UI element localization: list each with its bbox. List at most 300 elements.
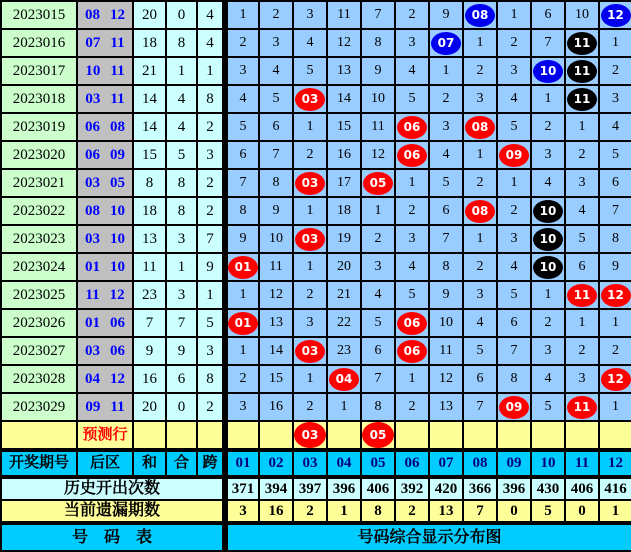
- miss-count-cell: 2: [497, 29, 531, 57]
- miss-count-cell: 3: [293, 309, 327, 337]
- miss-count-cell: 1: [395, 169, 429, 197]
- miss-count-cell: 1: [463, 29, 497, 57]
- number-ball-red: 01: [228, 256, 258, 279]
- column-header-11: 11: [565, 450, 599, 477]
- back-zone-number: 07: [85, 34, 101, 51]
- miss-count-cell: 3: [497, 225, 531, 253]
- back-zone-number: 08: [85, 6, 100, 23]
- draw-row-2023018: [1, 85, 631, 113]
- history-count-value: 397: [293, 477, 327, 500]
- column-header-01: 01: [225, 450, 259, 477]
- number-ball-blue: 07: [431, 32, 461, 55]
- miss-count-cell: 22: [327, 309, 361, 337]
- drawn-number-cell: [293, 85, 327, 113]
- span-cell: 8: [197, 365, 225, 393]
- miss-count-cell: [429, 421, 463, 450]
- back-zone-number: 12: [110, 370, 125, 387]
- number-ball-black: 11: [567, 60, 597, 83]
- back-zone-cell: [77, 29, 133, 57]
- number-ball-red: 08: [465, 116, 495, 139]
- number-ball-red: 09: [499, 144, 529, 167]
- miss-count-cell: [259, 421, 293, 450]
- miss-count-cell: 3: [463, 281, 497, 309]
- number-ball-red: 12: [601, 284, 631, 307]
- drawn-number-cell: [565, 57, 599, 85]
- drawn-number-cell: [395, 337, 429, 365]
- drawn-number-cell: [293, 225, 327, 253]
- miss-count-cell: 9: [429, 281, 463, 309]
- miss-count-cell: 9: [599, 253, 631, 281]
- miss-count-cell: 13: [327, 57, 361, 85]
- history-count-value: 396: [327, 477, 361, 500]
- missing-count-value: 5: [531, 500, 565, 523]
- miss-count-cell: 13: [429, 393, 463, 421]
- miss-count-cell: 5: [395, 281, 429, 309]
- back-zone-number: 11: [110, 398, 125, 415]
- number-ball-red: 03: [295, 172, 325, 195]
- miss-count-cell: 6: [565, 253, 599, 281]
- miss-count-cell: 23: [327, 337, 361, 365]
- miss-count-cell: 12: [429, 365, 463, 393]
- miss-count-cell: 1: [293, 113, 327, 141]
- drawn-number-cell: [565, 393, 599, 421]
- miss-count-cell: 5: [361, 309, 395, 337]
- drawn-number-cell: [293, 169, 327, 197]
- number-ball-red: 03: [295, 340, 325, 363]
- sum-cell: 11: [133, 253, 166, 281]
- miss-count-cell: 7: [599, 197, 631, 225]
- miss-count-cell: 2: [225, 365, 259, 393]
- miss-count-cell: 7: [497, 337, 531, 365]
- drawn-number-cell: [565, 29, 599, 57]
- miss-count-cell: 16: [327, 141, 361, 169]
- miss-count-cell: 2: [361, 225, 395, 253]
- span-cell: 3: [197, 337, 225, 365]
- number-ball-red: 09: [499, 396, 529, 419]
- history-count-value: 406: [361, 477, 395, 500]
- draw-row-2023017: [1, 57, 631, 85]
- miss-count-cell: 5: [463, 337, 497, 365]
- prediction-sum-cell: [133, 421, 166, 450]
- back-zone-number: 10: [110, 230, 125, 247]
- miss-count-cell: 1: [293, 365, 327, 393]
- miss-count-cell: 2: [531, 113, 565, 141]
- sum-cell: 20: [133, 393, 166, 421]
- he-cell: 0: [166, 1, 197, 29]
- miss-count-cell: 18: [327, 197, 361, 225]
- miss-count-cell: 7: [361, 365, 395, 393]
- column-header-04: 04: [327, 450, 361, 477]
- back-zone-number: 10: [110, 258, 125, 275]
- draw-row-2023019: [1, 113, 631, 141]
- sum-cell: 14: [133, 113, 166, 141]
- bottom-section: [1, 421, 631, 551]
- miss-count-cell: 19: [327, 225, 361, 253]
- he-cell: 5: [166, 141, 197, 169]
- history-count-value: 394: [259, 477, 293, 500]
- miss-count-cell: 4: [531, 365, 565, 393]
- miss-count-cell: 5: [531, 393, 565, 421]
- column-header-06: 06: [395, 450, 429, 477]
- sum-cell: 8: [133, 169, 166, 197]
- header-backzone-label: 后区: [77, 450, 133, 477]
- back-zone-number: 04: [85, 370, 100, 387]
- draw-row-2023022: [1, 197, 631, 225]
- number-ball-black: 10: [533, 256, 563, 279]
- number-ball-blue: 10: [533, 60, 563, 83]
- miss-count-cell: 4: [225, 85, 259, 113]
- miss-count-cell: 1: [565, 113, 599, 141]
- miss-count-cell: 11: [429, 337, 463, 365]
- drawn-number-cell: [565, 281, 599, 309]
- drawn-number-cell: [497, 393, 531, 421]
- missing-count-row: [1, 500, 631, 523]
- miss-count-cell: 1: [361, 197, 395, 225]
- period-cell: 2023025: [1, 281, 77, 309]
- miss-count-cell: 1: [497, 1, 531, 29]
- history-count-row: [1, 477, 631, 500]
- miss-count-cell: 8: [361, 29, 395, 57]
- miss-count-cell: 1: [599, 29, 631, 57]
- miss-count-cell: 6: [225, 141, 259, 169]
- span-cell: 1: [197, 57, 225, 85]
- miss-count-cell: 6: [497, 309, 531, 337]
- missing-count-value: 7: [463, 500, 497, 523]
- miss-count-cell: 8: [259, 169, 293, 197]
- span-cell: 4: [197, 1, 225, 29]
- sum-cell: 18: [133, 29, 166, 57]
- drawn-number-cell: [599, 365, 631, 393]
- miss-count-cell: 7: [361, 1, 395, 29]
- miss-count-cell: 2: [463, 253, 497, 281]
- miss-count-cell: 7: [463, 393, 497, 421]
- miss-count-cell: 1: [327, 393, 361, 421]
- draw-row-2023016: [1, 29, 631, 57]
- back-zone-number: 10: [85, 62, 101, 79]
- back-zone-number: 09: [85, 398, 101, 415]
- number-ball-blue: 08: [465, 4, 495, 27]
- miss-count-cell: 6: [531, 1, 565, 29]
- back-zone-cell: [77, 281, 133, 309]
- span-cell: 5: [197, 309, 225, 337]
- missing-count-value: 3: [225, 500, 259, 523]
- back-zone-number: 06: [85, 118, 100, 135]
- missing-count-value: 0: [565, 500, 599, 523]
- miss-count-cell: 2: [395, 197, 429, 225]
- drawn-number-cell: [531, 57, 565, 85]
- missing-count-value: 2: [293, 500, 327, 523]
- miss-count-cell: 9: [429, 1, 463, 29]
- drawn-number-cell: [599, 1, 631, 29]
- miss-count-cell: 17: [327, 169, 361, 197]
- miss-count-cell: 21: [327, 281, 361, 309]
- miss-count-cell: 3: [429, 113, 463, 141]
- column-header-12: 12: [599, 450, 631, 477]
- miss-count-cell: 2: [429, 85, 463, 113]
- header-he-label: 合: [166, 450, 197, 477]
- sum-cell: 7: [133, 309, 166, 337]
- miss-count-cell: 6: [429, 197, 463, 225]
- miss-count-cell: 7: [531, 29, 565, 57]
- back-zone-number: 03: [85, 90, 101, 107]
- period-cell: 2023022: [1, 197, 77, 225]
- miss-count-cell: 2: [463, 169, 497, 197]
- back-zone-cell: [77, 141, 133, 169]
- number-ball-black: 11: [567, 32, 597, 55]
- back-zone-cell: [77, 393, 133, 421]
- span-cell: 2: [197, 169, 225, 197]
- draw-rows-body: [1, 1, 631, 421]
- miss-count-cell: 16: [259, 393, 293, 421]
- footer-left-label: 号 码 表: [1, 523, 225, 551]
- miss-count-cell: 3: [531, 141, 565, 169]
- period-cell: 2023016: [1, 29, 77, 57]
- draw-row-2023021: [1, 169, 631, 197]
- miss-count-cell: 8: [599, 225, 631, 253]
- back-zone-number: 01: [85, 314, 100, 331]
- number-ball-black: 10: [533, 200, 563, 223]
- miss-count-cell: [327, 421, 361, 450]
- miss-count-cell: 5: [259, 85, 293, 113]
- period-cell: 2023018: [1, 85, 77, 113]
- span-cell: 2: [197, 113, 225, 141]
- miss-count-cell: 4: [463, 309, 497, 337]
- drawn-number-cell: [531, 225, 565, 253]
- miss-count-cell: 10: [429, 309, 463, 337]
- miss-count-cell: 4: [531, 169, 565, 197]
- miss-count-cell: 6: [259, 113, 293, 141]
- draw-row-2023024: [1, 253, 631, 281]
- draw-row-2023029: [1, 393, 631, 421]
- miss-count-cell: [497, 421, 531, 450]
- back-zone-number: 06: [110, 314, 125, 331]
- miss-count-cell: 3: [259, 29, 293, 57]
- span-cell: 1: [197, 281, 225, 309]
- miss-count-cell: 2: [293, 393, 327, 421]
- back-zone-number: 09: [110, 146, 125, 163]
- miss-count-cell: 10: [259, 225, 293, 253]
- period-cell: 2023029: [1, 393, 77, 421]
- miss-count-cell: 4: [497, 253, 531, 281]
- drawn-number-cell: [531, 197, 565, 225]
- back-zone-number: 11: [85, 286, 100, 303]
- column-header-10: 10: [531, 450, 565, 477]
- number-ball-black: 11: [567, 88, 597, 111]
- back-zone-number: 05: [110, 174, 125, 191]
- back-zone-number: 11: [110, 62, 125, 79]
- period-cell: 2023017: [1, 57, 77, 85]
- drawn-number-cell: [531, 253, 565, 281]
- prediction-period-cell: [1, 421, 77, 450]
- he-cell: 8: [166, 29, 197, 57]
- drawn-number-cell: [463, 1, 497, 29]
- column-header-02: 02: [259, 450, 293, 477]
- period-cell: 2023020: [1, 141, 77, 169]
- miss-count-cell: 8: [429, 253, 463, 281]
- period-cell: 2023026: [1, 309, 77, 337]
- missing-count-value: 16: [259, 500, 293, 523]
- back-zone-cell: [77, 365, 133, 393]
- back-zone-cell: [77, 197, 133, 225]
- number-ball-black: 10: [533, 228, 563, 251]
- column-header-03: 03: [293, 450, 327, 477]
- number-ball-red: 03: [295, 228, 325, 251]
- miss-count-cell: 5: [565, 225, 599, 253]
- period-cell: 2023019: [1, 113, 77, 141]
- drawn-number-cell: [327, 365, 361, 393]
- column-header-05: 05: [361, 450, 395, 477]
- period-cell: 2023027: [1, 337, 77, 365]
- history-count-value: 406: [565, 477, 599, 500]
- back-zone-number: 01: [85, 258, 100, 275]
- back-zone-cell: [77, 57, 133, 85]
- miss-count-cell: 5: [599, 141, 631, 169]
- miss-count-cell: 1: [599, 309, 631, 337]
- miss-count-cell: 15: [259, 365, 293, 393]
- miss-count-cell: 5: [429, 169, 463, 197]
- number-ball-blue: 12: [601, 4, 631, 27]
- history-count-label: 历史开出次数: [1, 477, 225, 500]
- history-count-value: 430: [531, 477, 565, 500]
- missing-count-value: 1: [599, 500, 631, 523]
- column-header-08: 08: [463, 450, 497, 477]
- prediction-he-cell: [166, 421, 197, 450]
- miss-count-cell: 1: [225, 337, 259, 365]
- miss-count-cell: 2: [395, 393, 429, 421]
- miss-count-cell: 5: [293, 57, 327, 85]
- header-span-label: 跨: [197, 450, 225, 477]
- history-count-value: 366: [463, 477, 497, 500]
- period-cell: 2023023: [1, 225, 77, 253]
- prediction-label: 预测行: [77, 421, 133, 450]
- miss-count-cell: 4: [497, 85, 531, 113]
- miss-count-cell: 4: [293, 29, 327, 57]
- miss-count-cell: 3: [225, 393, 259, 421]
- miss-count-cell: 1: [225, 1, 259, 29]
- miss-count-cell: 7: [429, 225, 463, 253]
- history-count-value: 392: [395, 477, 429, 500]
- missing-count-value: 8: [361, 500, 395, 523]
- sum-cell: 21: [133, 57, 166, 85]
- sum-cell: 15: [133, 141, 166, 169]
- number-ball-red: 05: [362, 422, 394, 448]
- missing-count-value: 0: [497, 500, 531, 523]
- miss-count-cell: 3: [565, 365, 599, 393]
- back-zone-cell: [77, 85, 133, 113]
- miss-count-cell: 2: [259, 1, 293, 29]
- miss-count-cell: 10: [361, 85, 395, 113]
- miss-count-cell: 5: [395, 85, 429, 113]
- miss-count-cell: 20: [327, 253, 361, 281]
- miss-count-cell: 2: [225, 29, 259, 57]
- drawn-number-cell: [361, 421, 395, 450]
- miss-count-cell: 2: [599, 57, 631, 85]
- miss-count-cell: 12: [259, 281, 293, 309]
- miss-count-cell: 2: [565, 337, 599, 365]
- miss-count-cell: 9: [225, 225, 259, 253]
- drawn-number-cell: [395, 113, 429, 141]
- he-cell: 1: [166, 253, 197, 281]
- draw-row-2023015: [1, 1, 631, 29]
- miss-count-cell: 1: [531, 85, 565, 113]
- draw-row-2023028: [1, 365, 631, 393]
- he-cell: 7: [166, 309, 197, 337]
- missing-count-value: 2: [395, 500, 429, 523]
- miss-count-cell: 9: [259, 197, 293, 225]
- miss-count-cell: 11: [327, 1, 361, 29]
- back-zone-number: 03: [85, 174, 100, 191]
- drawn-number-cell: [293, 337, 327, 365]
- miss-count-cell: 5: [225, 113, 259, 141]
- miss-count-cell: [225, 421, 259, 450]
- miss-count-cell: 4: [599, 113, 631, 141]
- he-cell: 3: [166, 225, 197, 253]
- miss-count-cell: 2: [565, 141, 599, 169]
- header-sum-label: 和: [133, 450, 166, 477]
- miss-count-cell: 3: [395, 29, 429, 57]
- sum-cell: 18: [133, 197, 166, 225]
- drawn-number-cell: [395, 309, 429, 337]
- drawn-number-cell: [293, 421, 327, 450]
- back-zone-cell: [77, 253, 133, 281]
- draw-row-2023027: [1, 337, 631, 365]
- miss-count-cell: 2: [599, 337, 631, 365]
- miss-count-cell: 8: [361, 393, 395, 421]
- span-cell: 3: [197, 141, 225, 169]
- miss-count-cell: 14: [259, 337, 293, 365]
- miss-count-cell: 5: [497, 281, 531, 309]
- miss-count-cell: 7: [259, 141, 293, 169]
- back-zone-cell: [77, 225, 133, 253]
- period-cell: 2023021: [1, 169, 77, 197]
- number-ball-red: 03: [294, 422, 326, 448]
- drawn-number-cell: [599, 281, 631, 309]
- miss-count-cell: 4: [565, 197, 599, 225]
- miss-count-cell: 1: [497, 169, 531, 197]
- miss-count-cell: 1: [225, 281, 259, 309]
- miss-count-cell: 12: [361, 141, 395, 169]
- back-zone-number: 06: [85, 146, 100, 163]
- back-zone-number: 08: [110, 118, 125, 135]
- miss-count-cell: 8: [497, 365, 531, 393]
- miss-count-cell: 3: [463, 85, 497, 113]
- drawn-number-cell: [395, 141, 429, 169]
- miss-count-cell: 9: [361, 57, 395, 85]
- column-header-09: 09: [497, 450, 531, 477]
- back-zone-cell: [77, 113, 133, 141]
- span-cell: 8: [197, 85, 225, 113]
- header-period-label: 开奖期号: [1, 450, 77, 477]
- drawn-number-cell: [463, 113, 497, 141]
- back-zone-number: 11: [110, 34, 125, 51]
- miss-count-cell: 4: [429, 141, 463, 169]
- miss-count-cell: [565, 421, 599, 450]
- back-zone-cell: [77, 309, 133, 337]
- miss-count-cell: 5: [497, 113, 531, 141]
- miss-count-cell: 2: [497, 197, 531, 225]
- drawn-number-cell: [497, 141, 531, 169]
- missing-count-value: 13: [429, 500, 463, 523]
- back-zone-number: 12: [109, 286, 125, 303]
- drawn-number-cell: [429, 29, 463, 57]
- miss-count-cell: 14: [327, 85, 361, 113]
- back-zone-number: 03: [85, 230, 100, 247]
- miss-count-cell: [599, 421, 631, 450]
- he-cell: 1: [166, 57, 197, 85]
- sum-cell: 20: [133, 1, 166, 29]
- sum-cell: 23: [133, 281, 166, 309]
- period-cell: 2023015: [1, 1, 77, 29]
